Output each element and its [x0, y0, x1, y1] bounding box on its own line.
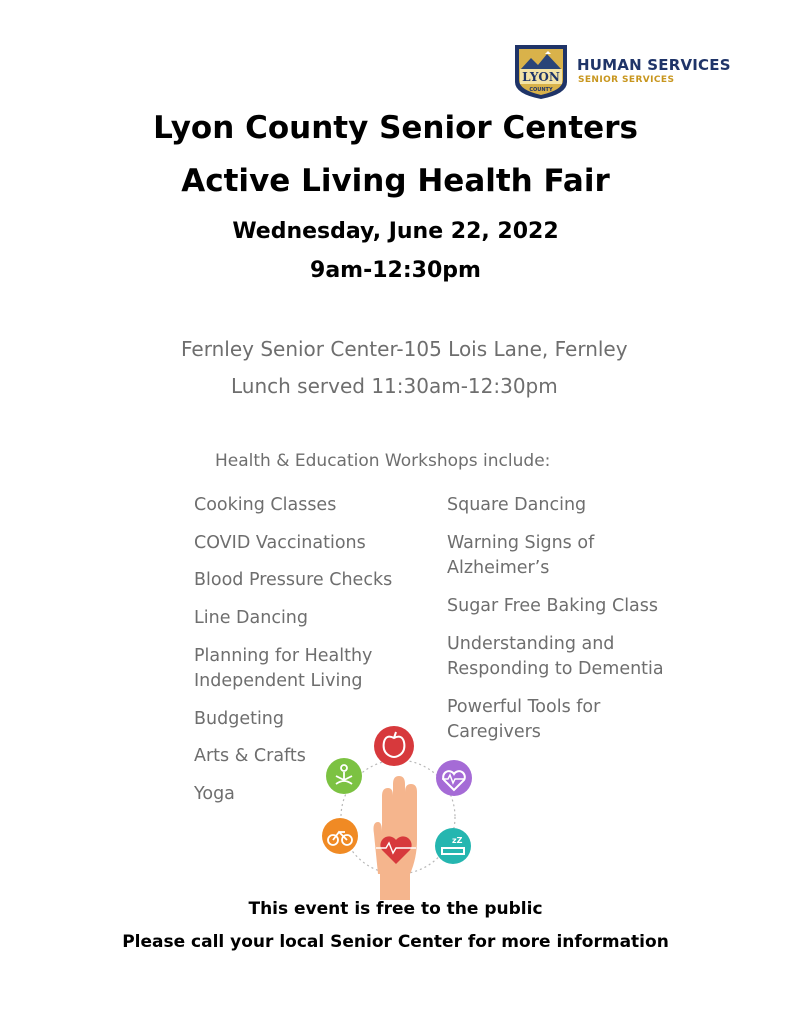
svg-text:zZ: zZ [452, 836, 463, 845]
footer-free-event: This event is free to the public [248, 899, 543, 919]
svg-text:COUNTY: COUNTY [529, 87, 553, 93]
workshop-item: COVID Vaccinations [194, 533, 366, 553]
county-seal-icon [511, 42, 571, 100]
sleep-icon [435, 828, 471, 864]
org-name: HUMAN SERVICES [577, 56, 731, 74]
workshop-item: Powerful Tools for Caregivers [447, 697, 601, 742]
footer-contact-info: Please call your local Senior Center for more information [122, 932, 669, 952]
workshop-item: Square Dancing [447, 495, 587, 515]
workshop-item: Cooking Classes [194, 495, 337, 515]
workshop-item: Warning Signs of Alzheimer’s [447, 533, 595, 578]
workshop-item: Yoga [194, 784, 235, 804]
workshop-item: Blood Pressure Checks [194, 570, 393, 590]
event-time: 9am-12:30pm [310, 258, 481, 283]
event-date: Wednesday, June 22, 2022 [232, 219, 559, 244]
lunch-info: Lunch served 11:30am-12:30pm [231, 374, 558, 398]
org-subname: SENIOR SERVICES [578, 75, 675, 85]
healthy-living-graphic [318, 724, 478, 900]
meditation-icon [326, 758, 362, 794]
workshop-item: Sugar Free Baking Class [447, 596, 659, 616]
workshops-intro: Health & Education Workshops include: [215, 451, 551, 471]
title-line-2: Active Living Health Fair [181, 163, 610, 199]
title-line-1: Lyon County Senior Centers [153, 110, 638, 146]
apple-icon [374, 726, 414, 766]
workshop-item: Understanding and Responding to Dementia [447, 634, 664, 679]
svg-text:LYON: LYON [522, 70, 560, 84]
workshop-item: Line Dancing [194, 608, 309, 628]
workshop-item: Budgeting [194, 709, 285, 729]
hand-heart-icon [374, 776, 418, 900]
workshop-item: Planning for Healthy Independent Living [194, 646, 373, 691]
bicycle-icon [322, 818, 358, 854]
lyon-county-logo [511, 42, 741, 102]
heart-icon [436, 760, 472, 796]
event-location: Fernley Senior Center-105 Lois Lane, Fernley [181, 337, 628, 361]
workshop-item: Arts & Crafts [194, 746, 306, 766]
